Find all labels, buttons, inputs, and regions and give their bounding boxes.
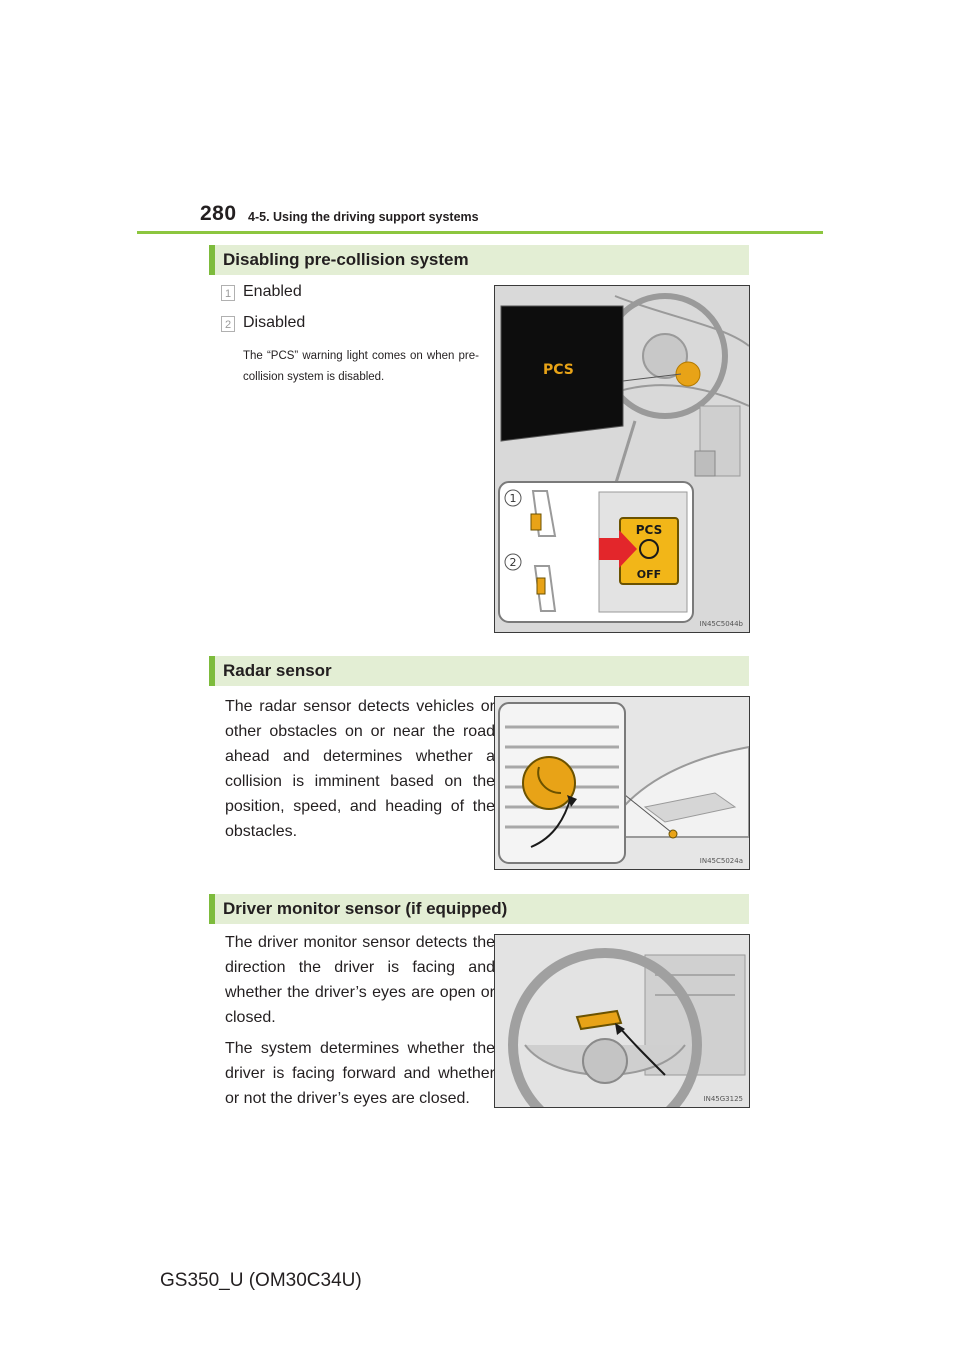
item-enabled-label: Enabled bbox=[243, 283, 302, 300]
switch-off-label: OFF bbox=[636, 568, 662, 581]
header-rule bbox=[137, 231, 823, 234]
radar-section-heading: Radar sensor bbox=[209, 656, 749, 686]
pcs-display-text: PCS bbox=[543, 362, 574, 378]
radar-figure-code: IN45C5024a bbox=[699, 857, 743, 865]
figure-code: IN45C5044b bbox=[699, 620, 743, 628]
radar-sensor-figure bbox=[494, 696, 750, 870]
switch-pcs-label: PCS bbox=[635, 523, 663, 537]
radar-body-text: The radar sensor detects vehicles or other obstacles on or near the road ahead and determines whether a collision is imminent based on the position, speed, and heading of the obstacles. bbox=[225, 698, 495, 840]
footer-model: GS350_U (OM30C34U) bbox=[160, 1270, 362, 1291]
page-number: 280 bbox=[200, 202, 237, 225]
pcs-switch-figure bbox=[494, 285, 750, 633]
driver-body-text-2: The system determines whether the driver is facing forward and whether or not the driver’s eyes are closed. bbox=[225, 1040, 495, 1107]
callout-2: 2 bbox=[509, 556, 517, 569]
driver-monitor-figure bbox=[494, 934, 750, 1108]
driver-body-text-1: The driver monitor sensor detects the direction the driver is facing and whether the driver’s eyes are open or closed. bbox=[225, 934, 495, 1026]
item-marker-1: 1 bbox=[221, 285, 235, 301]
driver-section-heading: Driver monitor sensor (if equipped) bbox=[209, 894, 749, 924]
item-marker-2: 2 bbox=[221, 316, 235, 332]
pcs-section-heading: Disabling pre-collision system bbox=[209, 245, 749, 275]
item-disabled-label: Disabled bbox=[243, 314, 306, 331]
callout-1: 1 bbox=[509, 492, 517, 505]
section-title: 4-5. Using the driving support systems bbox=[248, 210, 479, 224]
pcs-warning-note: The “PCS” warning light comes on when pre-collision system is disabled. bbox=[243, 350, 479, 383]
driver-figure-code: IN45G3125 bbox=[703, 1095, 743, 1103]
